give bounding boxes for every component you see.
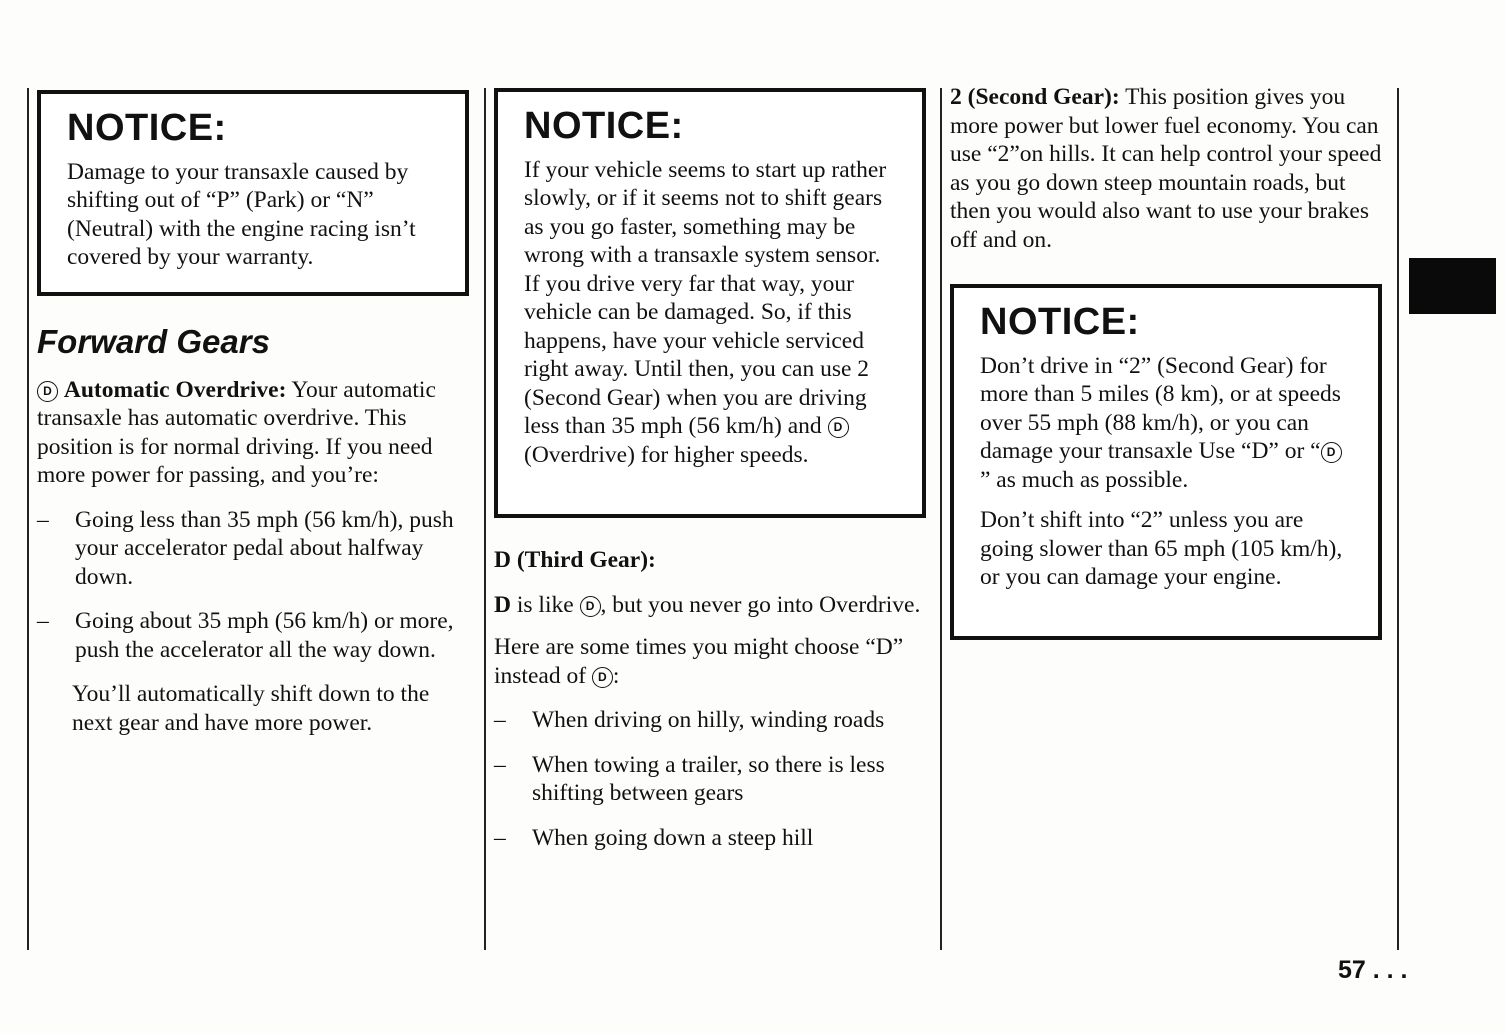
list-item-text: When towing a trailer, so there is less shifting between gears (532, 751, 885, 806)
notice-heading: NOTICE: (524, 105, 684, 147)
notice-text-1a: Don’t drive in “2” (Second Gear) for more than 5 miles (8 km), or at speeds over 55 mph (88 km/h), or you can damage your transaxle Use “D” or “ (980, 352, 1341, 465)
column-2 (494, 88, 926, 868)
overdrive-symbol-icon: D (592, 667, 613, 688)
column-1 (37, 90, 469, 737)
bullet-dash: – (494, 751, 506, 778)
list-item-text: Going less than 35 mph (56 km/h), push your accelerator pedal about halfway down. (75, 506, 454, 590)
list-item (494, 706, 926, 735)
column-3 (950, 83, 1386, 640)
third-gear-heading (494, 546, 926, 575)
choose-d-end: : (612, 662, 620, 689)
bullet-dash: – (37, 608, 49, 635)
section-title-forward-gears: Forward Gears (37, 323, 270, 360)
second-gear-label: 2 (Second Gear): (950, 84, 1120, 110)
list-item (494, 824, 926, 853)
notice-text-end: (Overdrive) for higher speeds. (524, 441, 809, 468)
overdrive-text: Your automatic transaxle has automatic overdrive. This position is for normal driving. If you need more power for passing, and you’re: (37, 376, 436, 489)
list-item (494, 751, 926, 808)
third-gear-text-b: , but you never go into Overdrive. (600, 591, 921, 618)
choose-d-text: Here are some times you might choose “D” instead of (494, 634, 904, 689)
third-gear-letter: D (494, 591, 511, 618)
list-item-text: Going about 35 mph (56 km/h) or more, push the accelerator all the way down. (75, 608, 454, 663)
overdrive-symbol-icon: D (580, 596, 601, 617)
list-item-text: When going down a steep hill (532, 824, 814, 851)
column-rule-left (27, 88, 29, 950)
list-item (37, 506, 469, 592)
notice-box-warranty (37, 90, 469, 296)
notice-heading: NOTICE: (980, 301, 1140, 343)
notice-text (524, 156, 896, 470)
passing-list (37, 506, 469, 665)
column-rule-2 (940, 88, 942, 950)
overdrive-label: Automatic Overdrive: (63, 376, 287, 403)
shift-down-note: You’ll automatically shift down to the next gear and have more power. (72, 681, 430, 736)
notice-box-sensor (494, 88, 926, 518)
page-number: 57 . . . (1338, 956, 1408, 984)
third-gear-text-a: is like (510, 591, 580, 618)
second-gear-paragraph (950, 83, 1386, 254)
second-gear-text: This position gives you more power but lower fuel economy. You can use “2”on hills. It can help control your speed as you go down steep mountain roads, but then you would also want to use your brakes off and on. (950, 84, 1382, 253)
choose-d-list (494, 706, 926, 852)
overdrive-symbol-icon: D (1321, 442, 1342, 463)
overdrive-symbol-icon: D (37, 381, 58, 402)
third-gear-heading-text: D (Third Gear): (494, 547, 656, 573)
notice-box-second-gear (950, 284, 1382, 640)
bullet-dash: – (494, 824, 506, 851)
bullet-dash: – (37, 506, 49, 533)
notice-text-main: If your vehicle seems to start up rather slowly, or if it seems not to shift gears as you go faster, something may be wrong with a transaxle system sensor. If you drive very far that way, your vehicle can be damaged. So, if this happens, have your vehicle serviced right away. Until then, you can use 2 (Second Gear) when you are driving less than 35 mph (56 km/h) and (524, 156, 887, 440)
bullet-dash: – (494, 707, 506, 733)
list-item-text: When driving on hilly, winding roads (532, 707, 885, 733)
notice-text: Damage to your transaxle caused by shifting out of “P” (Park) or “N” (Neutral) with the engine racing isn’t covered by your warranty. (67, 158, 416, 271)
list-item (37, 607, 469, 664)
notice-text-1 (980, 352, 1352, 495)
overdrive-paragraph (37, 376, 469, 490)
notice-text-2: Don’t shift into “2” unless you are going slower than 65 mph (105 km/h), or you can damage your engine. (980, 507, 1343, 591)
column-rule-1 (484, 88, 486, 950)
overdrive-symbol-icon: D (828, 417, 849, 438)
column-rule-right (1397, 88, 1399, 950)
notice-heading: NOTICE: (67, 107, 227, 149)
section-thumb-tab (1409, 258, 1496, 314)
notice-text-1b: ” as much as possible. (980, 466, 1189, 493)
third-gear-paragraph (494, 591, 926, 620)
choose-d-paragraph (494, 633, 926, 690)
